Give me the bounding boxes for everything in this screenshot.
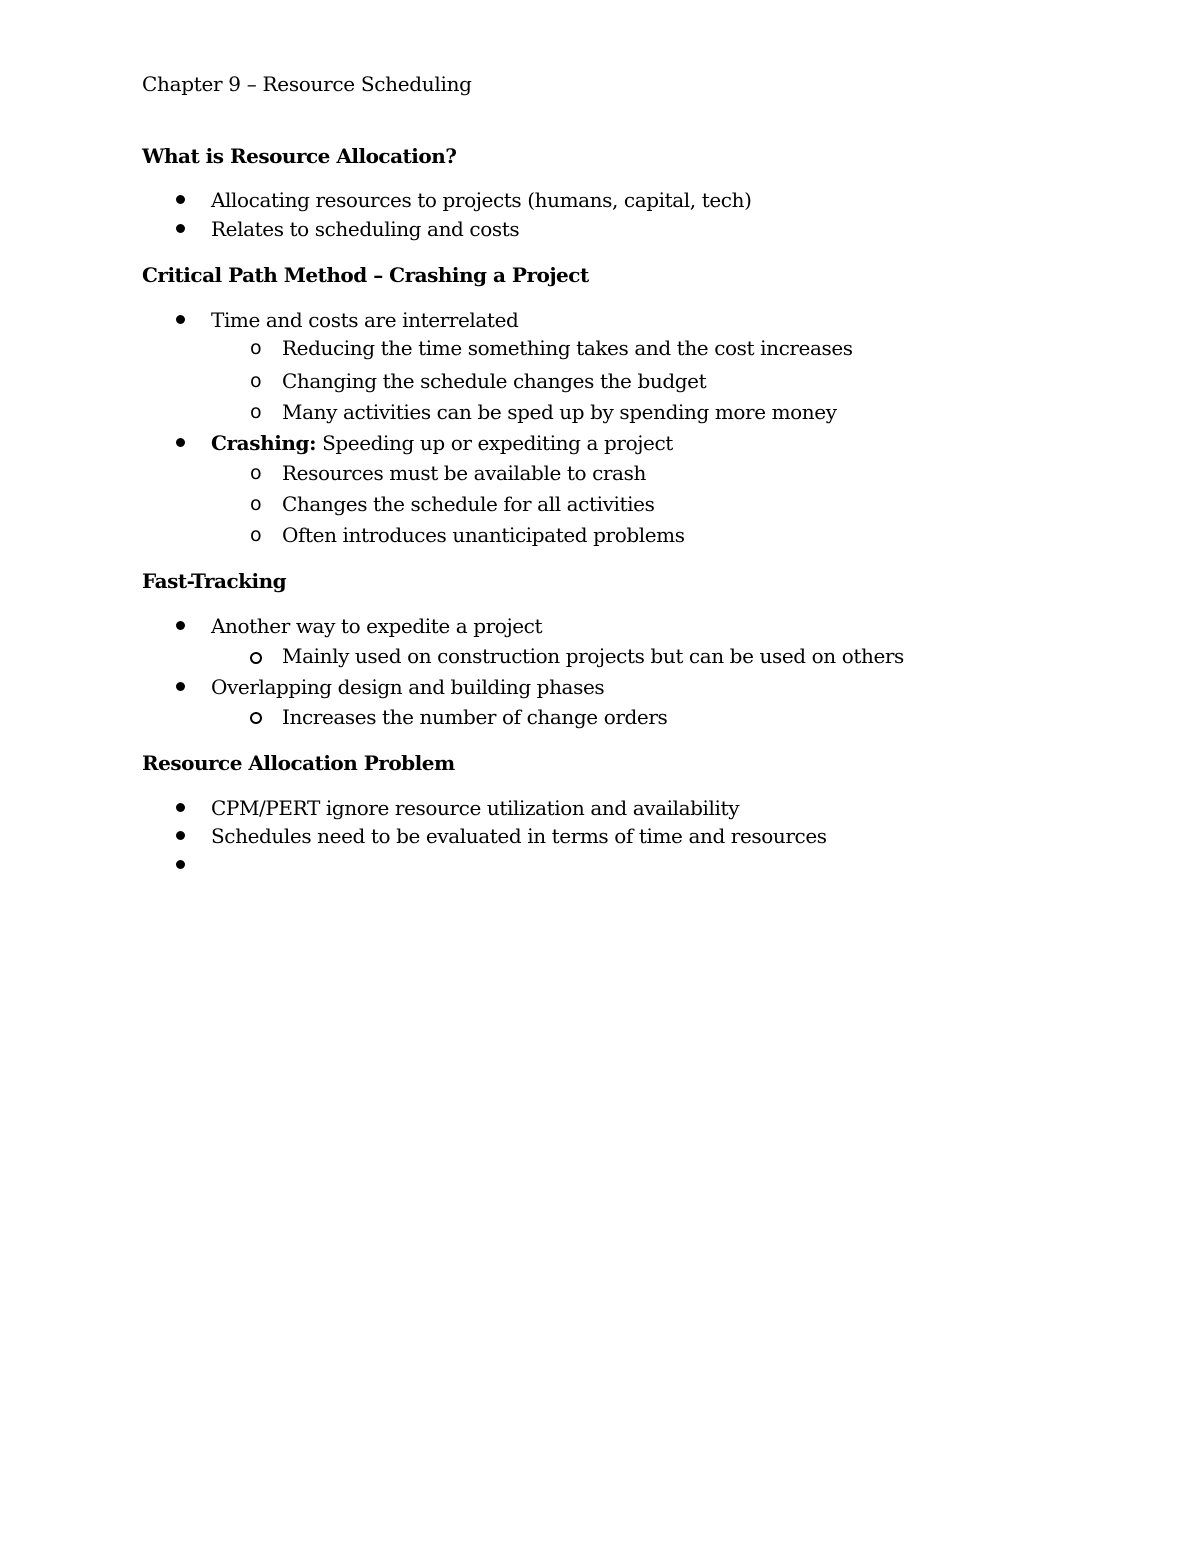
sub-bullet-icon: o — [250, 337, 262, 359]
document-title: Chapter 9 – Resource Scheduling — [142, 72, 472, 96]
list-item: Another way to expedite a project — [211, 614, 543, 638]
list-item: Time and costs are interrelated — [211, 308, 519, 332]
bullet-icon — [176, 860, 185, 869]
sub-bullet-icon: o — [250, 462, 262, 484]
sub-list-item: Changing the schedule changes the budget — [282, 369, 707, 393]
section-heading-fast-tracking: Fast-Tracking — [142, 569, 287, 593]
sub-list-item: Mainly used on construction projects but can be used on others — [282, 644, 904, 668]
bullet-icon — [176, 224, 185, 233]
sub-list-item: Increases the number of change orders — [282, 705, 668, 729]
sub-bullet-icon: o — [250, 401, 262, 423]
sub-list-item: Many activities can be sped up by spending more money — [282, 400, 837, 424]
crashing-term: Crashing: — [211, 431, 317, 455]
section-heading-resource-allocation-problem: Resource Allocation Problem — [142, 751, 455, 775]
sub-list-item: Reducing the time something takes and the cost increases — [282, 336, 853, 360]
list-item-crashing — [211, 429, 673, 457]
sub-bullet-icon — [250, 652, 262, 664]
list-item: Allocating resources to projects (humans, capital, tech) — [211, 188, 752, 212]
sub-list-item: Changes the schedule for all activities — [282, 492, 655, 516]
sub-bullet-icon: o — [250, 370, 262, 392]
sub-bullet-icon: o — [250, 524, 262, 546]
bullet-icon — [176, 803, 185, 812]
list-item: Relates to scheduling and costs — [211, 217, 520, 241]
bullet-icon — [176, 621, 185, 630]
section-heading-critical-path: Critical Path Method – Crashing a Project — [142, 263, 589, 287]
list-item: Schedules need to be evaluated in terms of time and resources — [211, 824, 827, 848]
sub-list-item: Resources must be available to crash — [282, 461, 646, 485]
bullet-icon — [176, 682, 185, 691]
bullet-icon — [176, 195, 185, 204]
sub-bullet-icon: o — [250, 493, 262, 515]
bullet-icon — [176, 831, 185, 840]
bullet-icon — [176, 438, 185, 447]
sub-bullet-icon — [250, 712, 262, 724]
bullet-icon — [176, 315, 185, 324]
section-heading-resource-allocation: What is Resource Allocation? — [142, 144, 457, 168]
list-item: CPM/PERT ignore resource utilization and availability — [211, 796, 740, 820]
list-item: Overlapping design and building phases — [211, 675, 605, 699]
sub-list-item: Often introduces unanticipated problems — [282, 523, 685, 547]
crashing-definition: Speeding up or expediting a project — [316, 431, 673, 455]
